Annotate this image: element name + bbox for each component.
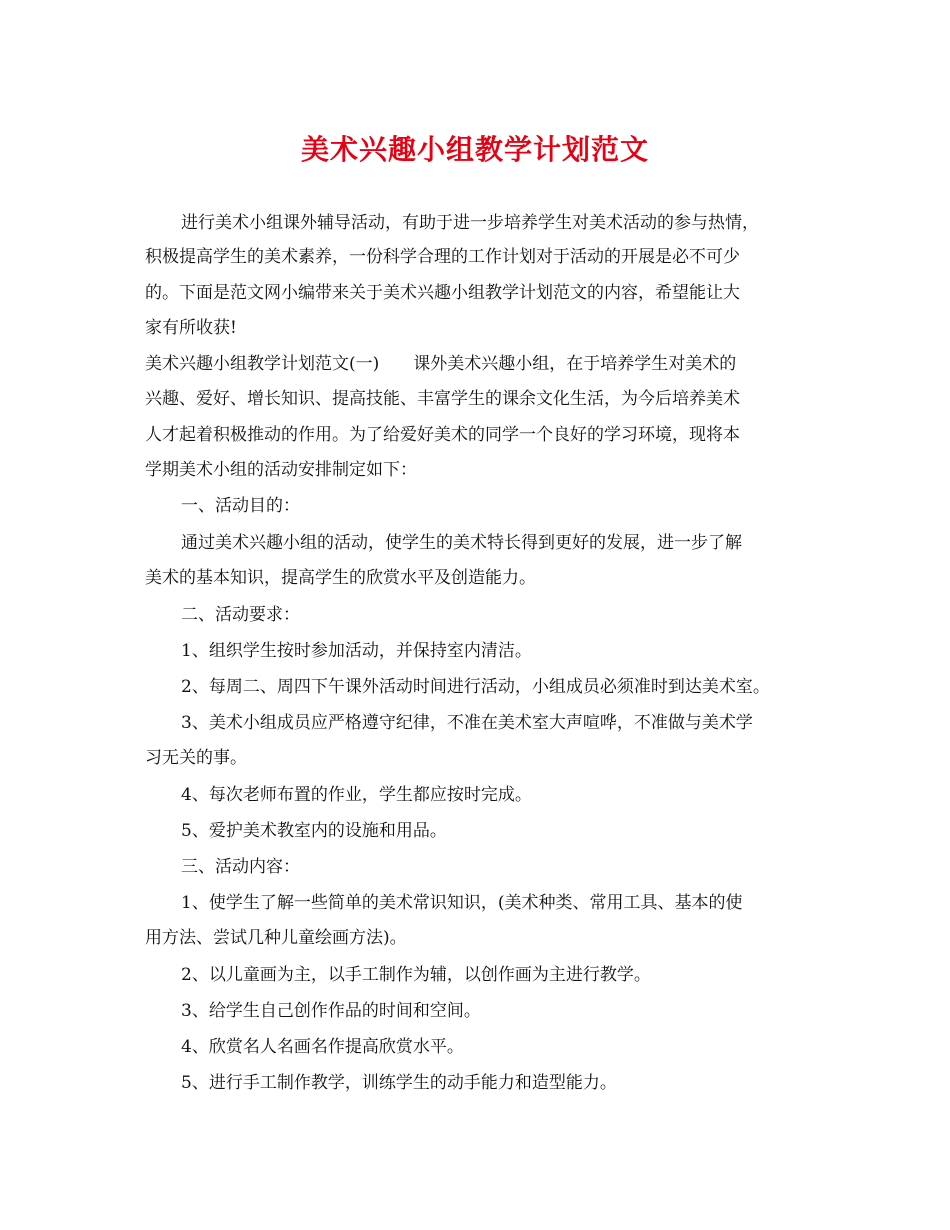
text-line: 家有所收获!	[145, 318, 237, 338]
list-item: 1、组织学生按时参加活动，并保持室内清洁。	[181, 641, 532, 661]
text-line: 习无关的事。	[145, 748, 247, 768]
document-title: 美术兴趣小组教学计划范文	[300, 133, 649, 166]
text-line: 美术兴趣小组教学计划范文(一) 课外美术兴趣小组，在于培养学生对美术的	[145, 354, 737, 374]
list-item: 5、进行手工制作教学，训练学生的动手能力和造型能力。	[181, 1073, 617, 1093]
section-heading: 二、活动要求：	[181, 605, 300, 625]
text-line: 的。下面是范文网小编带来关于美术兴趣小组教学计划范文的内容，希望能让大	[145, 283, 740, 303]
list-item: 3、美术小组成员应严格遵守纪律，不准在美术室大声喧哗，不准做与美术学	[181, 713, 753, 733]
list-item: 2、以儿童画为主，以手工制作为辅，以创作画为主进行教学。	[181, 965, 651, 985]
text-line: 兴趣、爱好、增长知识、提高技能、丰富学生的课余文化生活，为今后培养美术	[145, 389, 740, 409]
list-item: 5、爱护美术教室内的设施和用品。	[181, 821, 447, 841]
text-line: 学期美术小组的活动安排制定如下：	[145, 460, 417, 480]
list-item: 2、每周二、周四下午课外活动时间进行活动，小组成员必须准时到达美术室。	[181, 677, 770, 697]
section-heading: 一、活动目的：	[181, 496, 300, 516]
text-line: 进行美术小组课外辅导活动，有助于进一步培养学生对美术活动的参与热情，	[181, 213, 759, 233]
list-item: 4、欣赏名人名画名作提高欣赏水平。	[181, 1037, 464, 1057]
section-heading: 三、活动内容：	[181, 857, 300, 877]
text-line: 通过美术兴趣小组的活动，使学生的美术特长得到更好的发展，进一步了解	[181, 533, 742, 553]
text-line: 用方法、尝试几种儿童绘画方法)。	[145, 928, 407, 948]
list-item: 1、使学生了解一些简单的美术常识知识，(美术种类、常用工具、基本的使	[181, 893, 743, 913]
text-line: 积极提高学生的美术素养，一份科学合理的工作计划对于活动的开展是必不可少	[145, 247, 740, 267]
text-line: 人才起着积极推动的作用。为了给爱好美术的同学一个良好的学习环境，现将本	[145, 425, 740, 445]
list-item: 4、每次老师布置的作业，学生都应按时完成。	[181, 785, 532, 805]
list-item: 3、给学生自己创作作品的时间和空间。	[181, 1001, 481, 1021]
text-line: 美术的基本知识，提高学生的欣赏水平及创造能力。	[145, 568, 536, 588]
